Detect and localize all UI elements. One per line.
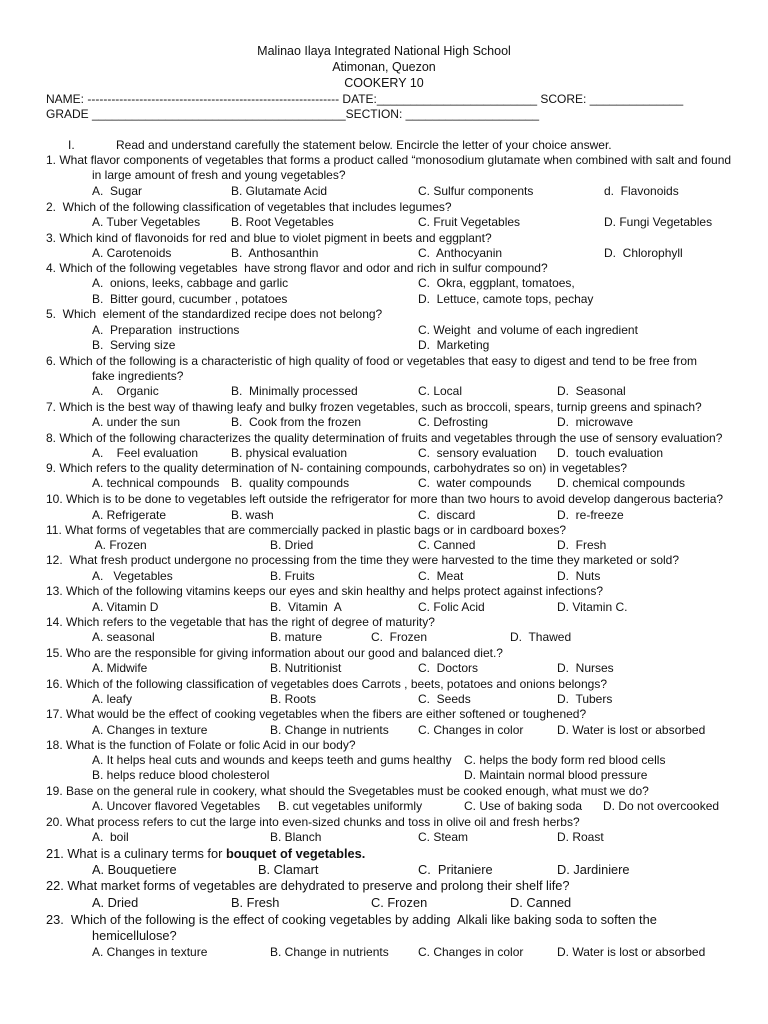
option-b: B. Vitamin A (270, 600, 342, 614)
option-d: D. microwave (557, 415, 634, 429)
option-b: B. helps reduce blood cholesterol (92, 768, 270, 782)
option-b: B. Fruits (270, 569, 315, 583)
name-date-score-line: NAME: --------------------------------------------------------------- DATE:________________________ SCORE: ______________ (46, 92, 684, 106)
option-b: B. Change in nutrients (270, 945, 389, 959)
option-a: A. Uncover flavored Vegetables (92, 799, 261, 813)
option-d: D. Fungi Vegetables (604, 215, 713, 229)
question-stem: 12. What fresh product undergone no processing from the time they were harvested to the time they marketed or sold? (46, 553, 679, 567)
question-stem: 23. Which of the following is the effect of cooking vegetables by adding Alkali like baking soda to soften the (46, 912, 657, 927)
question-stem: 18. What is the function of Folate or folic Acid in our body? (46, 738, 356, 752)
option-a: A. Refrigerate (92, 508, 167, 522)
option-a: A. Vegetables (92, 569, 173, 583)
question-stem: 10. Which is to be done to vegetables left outside the refrigerator for more than two hours to avoid develop dangerous bacteria? (46, 492, 724, 506)
option-c: C. Fruit Vegetables (418, 215, 521, 229)
option-d: d. Flavonoids (604, 184, 679, 198)
option-c: C. Canned (418, 538, 476, 552)
option-b: B. Dried (270, 538, 314, 552)
option-a: A. Preparation instructions (92, 323, 240, 337)
option-d: D. re-freeze (557, 508, 624, 522)
question-stem: 8. Which of the following characterizes the quality determination of fruits and vegetables through the use of sensory evaluation? (46, 431, 723, 445)
option-b: B. quality compounds (231, 476, 350, 490)
question-stem: 2. Which of the following classification of vegetables that includes legumes? (46, 200, 452, 214)
option-d: D. Water is lost or absorbed (557, 945, 706, 959)
question-stem: 1. What flavor components of vegetables that forms a product called “monosodium glutamate when combined with salt and found (46, 153, 732, 167)
option-c: C. discard (418, 508, 476, 522)
option-a: A. Vitamin D (92, 600, 159, 614)
option-d: D. Fresh (557, 538, 607, 552)
subject-title: COOKERY 10 (344, 76, 424, 90)
question-stem: 5. Which element of the standardized recipe does not belong? (46, 307, 383, 321)
option-c: C. Anthocyanin (418, 246, 503, 260)
option-c: C. Weight and volume of each ingredient (418, 323, 638, 337)
option-c: C. Meat (418, 569, 464, 583)
question-stem: 13. Which of the following vitamins keeps our eyes and skin healthy and helps protect against infections? (46, 584, 603, 598)
question-stem: 19. Base on the general rule in cookery, what should the Svegetables must be cooked enough, what must we do? (46, 784, 649, 798)
option-d: D. Water is lost or absorbed (557, 723, 706, 737)
question-emphasis: bouquet of vegetables. (225, 846, 366, 861)
option-b: B. Cook from the frozen (231, 415, 362, 429)
option-c: C. Changes in color (418, 945, 524, 959)
option-b: B. Serving size (92, 338, 176, 352)
option-b: B. Blanch (270, 830, 322, 844)
option-a: A. Changes in texture (92, 723, 208, 737)
option-a: A. Sugar (92, 184, 143, 198)
option-d: D. Jardiniere (557, 862, 630, 877)
option-d: D. Seasonal (557, 384, 626, 398)
option-a: A. boil (92, 830, 129, 844)
option-b: B. wash (231, 508, 274, 522)
option-d: D. Maintain normal blood pressure (464, 768, 648, 782)
option-a: A. Midwife (92, 661, 148, 675)
option-a: A. onions, leeks, cabbage and garlic (92, 276, 289, 290)
question-stem: 17. What would be the effect of cooking vegetables when the fibers are either softened or toughened? (46, 707, 587, 721)
option-b: B. Bitter gourd, cucumber , potatoes (92, 292, 288, 306)
option-b: B. Change in nutrients (270, 723, 389, 737)
option-d: D. Roast (557, 830, 604, 844)
option-a: A. Organic (92, 384, 159, 398)
option-a: A. technical compounds (92, 476, 220, 490)
option-b: B. Clamart (258, 862, 319, 877)
question-stem: 11. What forms of vegetables that are commercially packed in plastic bags or in cardboard boxes? (46, 523, 567, 537)
option-c: C. Seeds (418, 692, 471, 706)
question-stem: 6. Which of the following is a characteristic of high quality of food or vegetables that easy to digest and tend to be free from (46, 354, 698, 368)
option-a: A. It helps heal cuts and wounds and keeps teeth and gums healthy (92, 753, 452, 767)
question-stem: 14. Which refers to the vegetable that has the right of degree of maturity? (46, 615, 435, 629)
school-location: Atimonan, Quezon (332, 60, 436, 74)
option-c: C. Local (418, 384, 463, 398)
option-c: C. Defrosting (418, 415, 489, 429)
option-c: C. Frozen (371, 895, 428, 910)
option-b: B. cut vegetables uniformly (278, 799, 423, 813)
question-stem: 15. Who are the responsible for giving information about our good and balanced diet.? (46, 646, 503, 660)
question-stem-cont: hemicellulose? (92, 928, 177, 943)
option-d: D. Canned (510, 895, 572, 910)
option-c: C. Folic Acid (418, 600, 485, 614)
option-c: C. Steam (418, 830, 469, 844)
question-stem: 20. What process refers to cut the large into even-sized chunks and toss in olive oil and fresh herbs? (46, 815, 580, 829)
option-a: A. Dried (92, 895, 139, 910)
option-a: A. under the sun (92, 415, 181, 429)
option-b: B. mature (270, 630, 323, 644)
question-stem: 3. Which kind of flavonoids for red and blue to violet pigment in beets and eggplant? (46, 231, 492, 245)
option-c: C. Use of baking soda (464, 799, 583, 813)
question-text: 21. What is a culinary terms for (46, 846, 226, 861)
grade-section-line: GRADE ______________________________________SECTION: ____________________ (46, 107, 540, 121)
option-c: C. water compounds (418, 476, 532, 490)
option-d: D. Tubers (557, 692, 613, 706)
question-stem-cont: fake ingredients? (92, 369, 184, 383)
option-c: C. Okra, eggplant, tomatoes, (418, 276, 575, 290)
option-a: A. Carotenoids (92, 246, 172, 260)
instruction-roman: I. (68, 138, 75, 152)
option-c: C. helps the body form red blood cells (464, 753, 666, 767)
option-d: D. touch evaluation (557, 446, 664, 460)
option-d: D. Nuts (557, 569, 601, 583)
question-stem: 9. Which refers to the quality determination of N- containing compounds, carbohydrates so on) in vegetables? (46, 461, 627, 475)
option-a: A. Feel evaluation (92, 446, 199, 460)
question-stem-cont: in large amount of fresh and young vegetables? (92, 168, 346, 182)
option-d: D. chemical compounds (557, 476, 686, 490)
question-stem: 4. Which of the following vegetables have strong flavor and odor and rich in sulfur compound? (46, 261, 548, 275)
option-b: B. Anthosanthin (231, 246, 319, 260)
option-b: B. Nutritionist (270, 661, 342, 675)
school-name: Malinao Ilaya Integrated National High School (257, 44, 511, 58)
option-b: B. Glutamate Acid (231, 184, 328, 198)
option-c: C. Sulfur components (418, 184, 534, 198)
option-d: D. Chlorophyll (604, 246, 683, 260)
question-stem: 22. What market forms of vegetables are dehydrated to preserve and prolong their shelf life? (46, 878, 570, 893)
question-stem (46, 846, 365, 861)
instruction-text: Read and understand carefully the statement below. Encircle the letter of your choice answer. (116, 138, 612, 152)
option-c: C. sensory evaluation (418, 446, 537, 460)
question-stem: 16. Which of the following classification of vegetables does Carrots , beets, potatoes and onions belongs? (46, 677, 608, 691)
option-a: A. Changes in texture (92, 945, 208, 959)
question-stem: 7. Which is the best way of thawing leafy and bulky frozen vegetables, such as broccoli, spears, turnip greens and spinach? (46, 400, 702, 414)
option-b: B. Root Vegetables (231, 215, 334, 229)
option-d: D. Vitamin C. (557, 600, 628, 614)
option-c: C. Doctors (418, 661, 479, 675)
option-a: A. seasonal (92, 630, 155, 644)
option-a: A. leafy (92, 692, 133, 706)
option-a: A. Bouquetiere (92, 862, 177, 877)
option-c: C. Pritaniere (418, 862, 493, 877)
option-b: B. Roots (270, 692, 317, 706)
option-c: C. Changes in color (418, 723, 524, 737)
option-b: B. Fresh (231, 895, 280, 910)
option-b: B. Minimally processed (231, 384, 358, 398)
option-a: A. Frozen (92, 538, 147, 552)
option-d: D. Lettuce, camote tops, pechay (418, 292, 594, 306)
option-d: D. Marketing (418, 338, 490, 352)
option-b: B. physical evaluation (231, 446, 348, 460)
option-d: D. Do not overcooked (603, 799, 720, 813)
option-d: D. Thawed (510, 630, 572, 644)
option-c: C. Frozen (371, 630, 428, 644)
option-d: D. Nurses (557, 661, 614, 675)
option-a: A. Tuber Vegetables (92, 215, 201, 229)
